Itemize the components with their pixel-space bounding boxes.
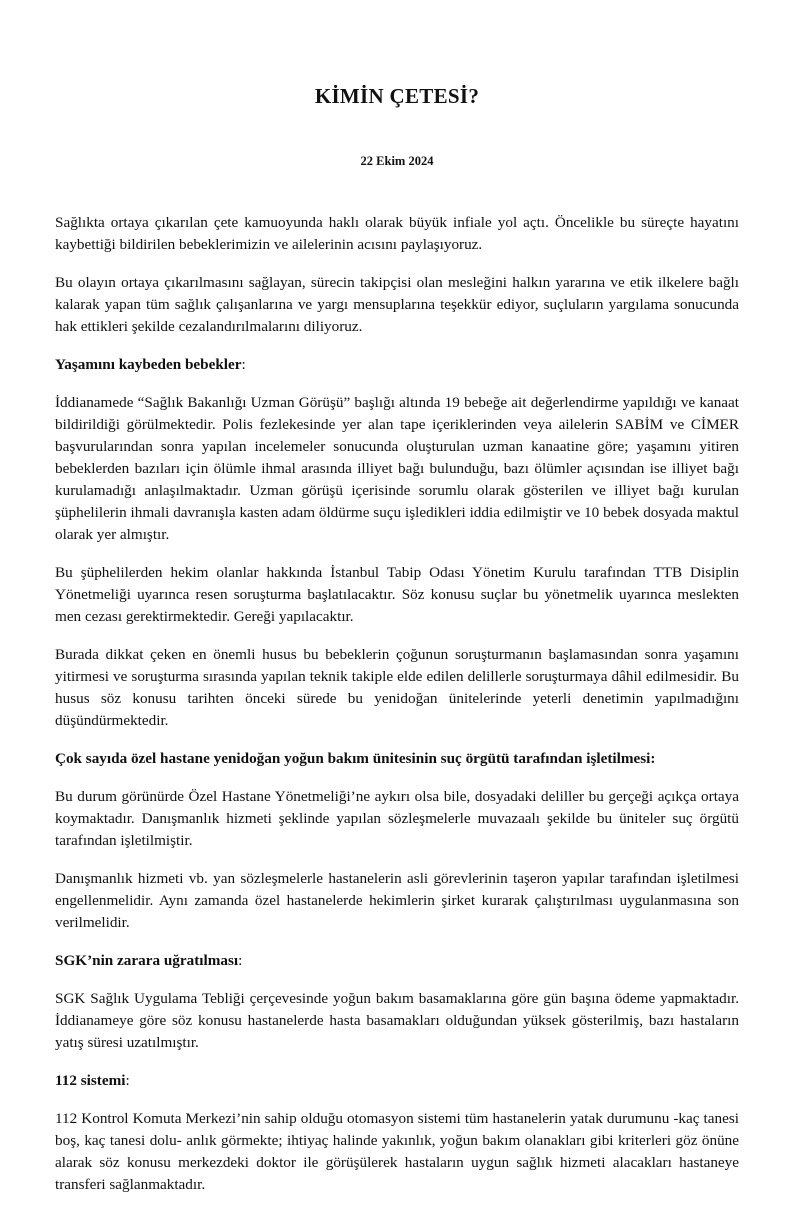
section-heading-text: 112 sistemi [55, 1072, 126, 1089]
section-heading-text: Çok sayıda özel hastane yenidoğan yoğun bakım ünitesinin suç örgütü tarafından işletilmesi: [55, 750, 656, 767]
paragraph-112: 112 Kontrol Komuta Merkezi’nin sahip olduğu otomasyon sistemi tüm hastanelerin yatak durumunu -kaç tanesi boş, kaç tanesi dolu- anlık görmekte; ihtiyaç halinde yakınlık, yoğun bakım olanakları gibi kriterleri göz önüne alarak söz konusu merkezdeki doktor ile görüşülerek hastaların uygun sağlık hizmeti alacakları hastaneye transferi sağlanmaktadır. [55, 1110, 739, 1193]
paragraph-thanks: Bu olayın ortaya çıkarılmasını sağlayan, sürecin takipçisi olan mesleğini halkın yararına ve etik ilkelere bağlı kalarak yapan tüm sağlık çalışanlarına ve yargı mensuplarına teşekkür ediyor, suçluların yargılama sonucunda hak ettikleri şekilde cezalandırılmalarını diliyoruz. [55, 274, 739, 335]
section-heading [55, 748, 739, 770]
document-title: KİMİN ÇETESİ? [314, 84, 480, 108]
paragraph-regulation: Bu durum görünürde Özel Hastane Yönetmeliği’ne aykırı olsa bile, dosyadaki deliller bu gerçeği açıkça ortaya koymaktadır. Danışmanlık hizmeti şeklinde yapılan sözleşmelerle muvazaalı şekilde bu üniteler suç örgütü tarafından işletilmiştir. [55, 788, 739, 849]
section-heading-suffix: : [238, 952, 243, 969]
section-heading [55, 1070, 739, 1092]
paragraph-consultancy: Danışmanlık hizmeti vb. yan sözleşmelerle hastanelerin asli görevlerinin taşeron yapılar tarafından işletilmesi engellenmelidir. Aynı zamanda özel hastanelerde hekimlerin şirket kurarak çalıştırılması uygulanmasına son verilmelidir. [55, 870, 739, 931]
section-heading [55, 354, 739, 376]
section-heading-text: Yaşamını kaybeden bebekler [55, 356, 242, 373]
section-heading-text: SGK’nin zarara uğratılması [55, 952, 239, 969]
document-date: 22 Ekim 2024 [360, 154, 434, 168]
paragraph-investigation: Bu şüphelilerden hekim olanlar hakkında İstanbul Tabip Odası Yönetim Kurulu tarafından TTB Disiplin Yönetmeliği uyarınca resen soruşturma başlatılacaktır. Söz konusu suçlar bu yönetmelik uyarınca meslekten men cezası gerektirmektedir. Gereği yapılacaktır. [55, 564, 739, 625]
section-heading-suffix: : [125, 1072, 130, 1089]
paragraph-notice: Burada dikkat çeken en önemli husus bu bebeklerin çoğunun soruşturmanın başlamasından sonra yaşamını yitirmesi ve soruşturma sırasında yapılan teknik takiple elde edilen delillerle soruşturmaya dâhil edilmesidir. Bu husus söz konusu tarihten önceki sürede bu yenidoğan ünitelerinde yeterli denetimin yapılmadığını düşündürmektedir. [55, 646, 739, 729]
section-heading [55, 950, 739, 972]
paragraph-intro: Sağlıkta ortaya çıkarılan çete kamuoyunda haklı olarak büyük infiale yol açtı. Öncelikle bu süreçte hayatını kaybettiği bildirilen bebeklerimizin ve ailelerinin acısını paylaşıyoruz. [55, 214, 739, 253]
paragraph-sgk: SGK Sağlık Uygulama Tebliği çerçevesinde yoğun bakım basamaklarına göre gün başına ödeme yapmaktadır. İddianameye göre söz konusu hastanelerde hasta basamakları olduğundan yüksek gösterilmiş, bazı hastaların yatış süresi uzatılmıştır. [55, 990, 739, 1051]
paragraph-indictment: İddianamede “Sağlık Bakanlığı Uzman Görüşü” başlığı altında 19 bebeğe ait değerlendirme yapıldığı ve kanaat bildirildiği görülmektedir. Polis fezlekesinde yer alan tape içeriklerinden veya ailelerin SABİM ve CİMER başvurularından sonra yapılan incelemeler sonucunda oluşturulan uzman kanaatine göre; yaşamını yitiren bebeklerden bazıları için ölümle ihmal arasında illiyet bağı bulunduğu, bazı ölümler açısından ise illiyet bağı kurulamadığı anlaşılmaktadır. Uzman görüşü içerisinde sorumlu olarak gösterilen ve illiyet bağı kurulan şüphelilerin ihmali davranışla kasten adam öldürme suçu işledikleri iddia edilmiştir ve 10 bebek dosyada maktul olarak yer almıştır. [55, 394, 739, 543]
document-body [55, 212, 739, 1212]
section-heading-suffix: : [241, 356, 246, 373]
